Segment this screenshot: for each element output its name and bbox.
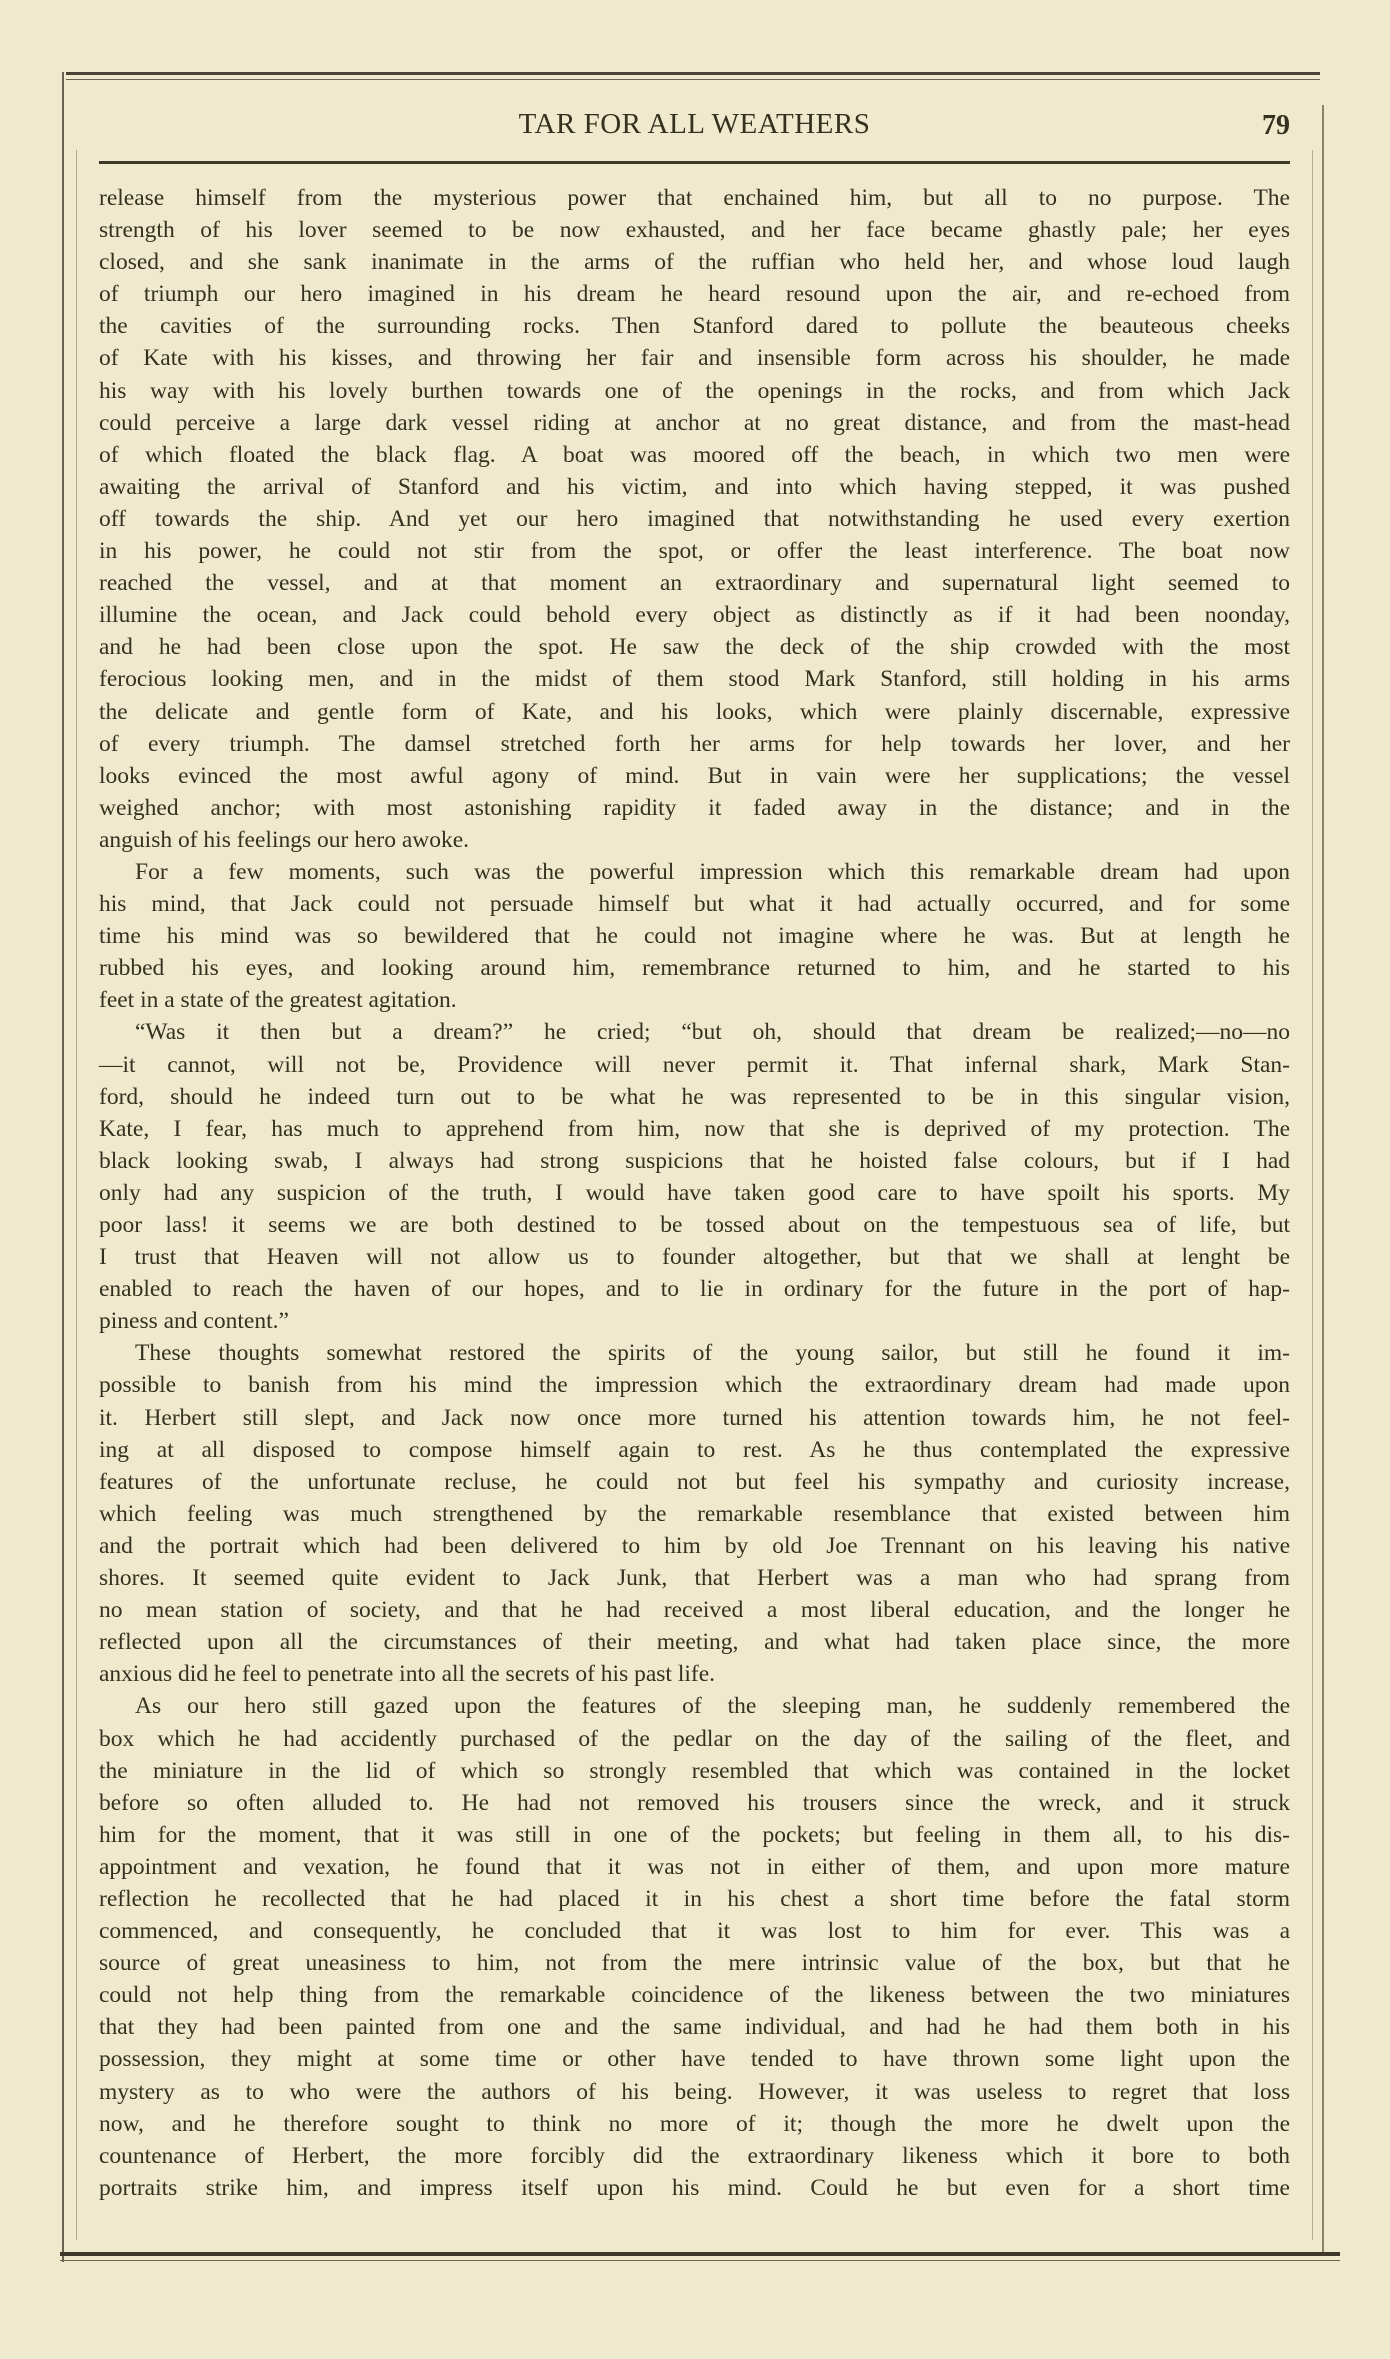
text-line: looks evinced the most awful agony of mind. But in vain were her supplications; the vessel <box>99 762 1290 789</box>
text-line: release himself from the mysterious power that enchained him, but all to no purpose. The <box>99 185 1290 211</box>
text-line: commenced, and consequently, he concluded that it was lost to him for ever. This was a <box>99 1918 1290 1945</box>
text-line: feet in a state of the greatest agitation. <box>99 987 457 1014</box>
body-text <box>99 182 1290 2204</box>
right-inner-rule <box>1312 150 1313 2240</box>
text-line: of Kate with his kisses, and throwing her fair and insensible form across his shoulder, he made <box>99 345 1290 372</box>
text-line: —it cannot, will not be, Providence will never permit it. That infernal shark, Mark Stan- <box>99 1051 1290 1078</box>
text-line: him for the moment, that it was still in one of the pockets; but feeling in them all, to his dis- <box>99 1821 1290 1848</box>
text-line: anxious did he feel to penetrate into all the secrets of his past life. <box>99 1661 716 1688</box>
text-line: ferocious looking men, and in the midst of them stood Mark Stanford, still holding in his arms <box>99 666 1290 693</box>
text-line: source of great uneasiness to him, not from the mere intrinsic value of the box, but that he <box>99 1950 1290 1977</box>
text-line: only had any suspicion of the truth, I would have taken good care to have spoilt his sports. My <box>99 1179 1290 1206</box>
text-line: poor lass! it seems we are both destined to be tossed about on the tempestuous sea of life, but <box>99 1212 1290 1238</box>
text-line: closed, and she sank inanimate in the arms of the ruffian who held her, and whose loud laugh <box>99 249 1290 276</box>
text-line: anguish of his feelings our hero awoke. <box>99 826 470 853</box>
bottom-border-rule <box>60 2252 1340 2256</box>
text-line: before so often alluded to. He had not removed his trousers since the wreck, and it struck <box>99 1789 1290 1816</box>
text-line: I trust that Heaven will not allow us to founder altogether, but that we shall at lenght be <box>99 1244 1290 1271</box>
text-line: could perceive a large dark vessel riding at anchor at no great distance, and from the mast-head <box>99 409 1290 436</box>
text-line: box which he had accidently purchased of the pedlar on the day of the sailing of the fleet, and <box>99 1725 1290 1752</box>
text-line: could not help thing from the remarkable coincidence of the likeness between the two miniatures <box>99 1982 1290 2009</box>
text-line: no mean station of society, and that he had received a most liberal education, and the longer he <box>99 1597 1290 1624</box>
running-head <box>99 108 1290 148</box>
left-inner-rule <box>76 150 77 2240</box>
text-line: illumine the ocean, and Jack could behold every object as distinctly as if it had been noonday, <box>99 602 1290 629</box>
text-line: that they had been painted from one and the same individual, and had he had them both in his <box>99 2014 1290 2041</box>
text-line: shores. It seemed quite evident to Jack Junk, that Herbert was a man who had sprang from <box>99 1565 1290 1592</box>
top-border-rule <box>66 72 1320 75</box>
text-line: As our hero still gazed upon the features of the sleeping man, he suddenly remembered the <box>135 1693 1290 1720</box>
text-line: possible to banish from his mind the impression which the extraordinary dream had made upon <box>99 1372 1290 1399</box>
text-line: strength of his lover seemed to be now exhausted, and her face became ghastly pale; her eyes <box>99 217 1290 244</box>
text-line: black looking swab, I always had strong suspicions that he hoisted false colours, but if I had <box>99 1147 1290 1174</box>
text-line: For a few moments, such was the powerful impression which this remarkable dream had upon <box>135 858 1290 885</box>
text-line: the cavities of the surrounding rocks. Then Stanford dared to pollute the beauteous cheeks <box>99 313 1290 340</box>
text-line: These thoughts somewhat restored the spirits of the young sailor, but still he found it im- <box>135 1340 1290 1367</box>
text-line: his mind, that Jack could not persuade himself but what it had actually occurred, and for some <box>99 891 1290 918</box>
right-border-rule <box>1322 105 1324 2255</box>
text-line: rubbed his eyes, and looking around him, remembrance returned to him, and he started to his <box>99 955 1290 982</box>
text-line: which feeling was much strengthened by the remarkable resemblance that existed between him <box>99 1500 1290 1527</box>
text-line: reflected upon all the circumstances of their meeting, and what had taken place since, the more <box>99 1629 1290 1656</box>
text-line: in his power, he could not stir from the spot, or offer the least interference. The boat now <box>99 538 1290 565</box>
paragraph <box>99 856 1290 1016</box>
text-line: his way with his lovely burthen towards one of the openings in the rocks, and from which Jack <box>99 377 1290 404</box>
text-line: now, and he therefore sought to think no more of it; though the more he dwelt upon the <box>99 2110 1290 2137</box>
text-line: of triumph our hero imagined in his dream he heard resound upon the air, and re-echoed from <box>99 281 1290 308</box>
text-line: Kate, I fear, has much to apprehend from him, now that she is deprived of my protection. The <box>99 1115 1290 1142</box>
text-line: features of the unfortunate recluse, he could not but feel his sympathy and curiosity increase, <box>99 1468 1290 1495</box>
text-line: ford, should he indeed turn out to be what he was represented to be in this singular vision, <box>99 1083 1290 1110</box>
text-line: reached the vessel, and at that moment an extraordinary and supernatural light seemed to <box>99 570 1290 597</box>
left-border-rule <box>62 72 64 2262</box>
text-line: and the portrait which had been delivered to him by old Joe Trennant on his leaving his native <box>99 1532 1290 1559</box>
text-line: “Was it then but a dream?” he cried; “but oh, should that dream be realized;—no—no <box>135 1019 1290 1046</box>
text-line: of every triumph. The damsel stretched forth her arms for help towards her lover, and her <box>99 730 1290 757</box>
header-rule <box>99 161 1290 164</box>
text-line: enabled to reach the haven of our hopes, and to lie in ordinary for the future in the port of hap- <box>99 1276 1290 1303</box>
paragraph <box>99 1016 1290 1337</box>
text-line: countenance of Herbert, the more forcibly did the extraordinary likeness which it bore to both <box>99 2142 1290 2169</box>
text-line: reflection he recollected that he had placed it in his chest a short time before the fatal storm <box>99 1885 1290 1912</box>
text-line: the delicate and gentle form of Kate, and his looks, which were plainly discernable, expressive <box>99 698 1290 725</box>
text-line: appointment and vexation, he found that it was not in either of them, and upon more mature <box>99 1853 1290 1880</box>
paragraph <box>99 1690 1290 2204</box>
paragraph <box>99 182 1290 856</box>
text-line: it. Herbert still slept, and Jack now once more turned his attention towards him, he not feel- <box>99 1404 1290 1431</box>
text-line: off towards the ship. And yet our hero imagined that notwithstanding he used every exertion <box>99 505 1290 532</box>
text-line: ing at all disposed to compose himself again to rest. As he thus contemplated the expressive <box>99 1436 1290 1463</box>
paragraph <box>99 1337 1290 1690</box>
text-line: possession, they might at some time or other have tended to have thrown some light upon the <box>99 2046 1290 2073</box>
bottom-border-rule-thin <box>60 2260 1340 2261</box>
text-line: time his mind was so bewildered that he could not imagine where he was. But at length he <box>99 923 1290 950</box>
text-line: and he had been close upon the spot. He saw the deck of the ship crowded with the most <box>99 634 1290 661</box>
text-line: mystery as to who were the authors of his being. However, it was useless to regret that loss <box>99 2078 1290 2105</box>
top-border-rule-thin <box>66 79 1320 80</box>
text-line: of which floated the black flag. A boat was moored off the beach, in which two men were <box>99 441 1290 468</box>
text-line: portraits strike him, and impress itself upon his mind. Could he but even for a short time <box>99 2174 1290 2201</box>
page-number: 79 <box>1262 110 1290 141</box>
text-line: awaiting the arrival of Stanford and his victim, and into which having stepped, it was pushed <box>99 473 1290 500</box>
text-line: piness and content.” <box>99 1308 289 1335</box>
running-title: TAR FOR ALL WEATHERS <box>518 108 871 140</box>
text-line: the miniature in the lid of which so strongly resembled that which was contained in the locket <box>99 1757 1290 1784</box>
text-line: weighed anchor; with most astonishing rapidity it faded away in the distance; and in the <box>99 794 1290 821</box>
